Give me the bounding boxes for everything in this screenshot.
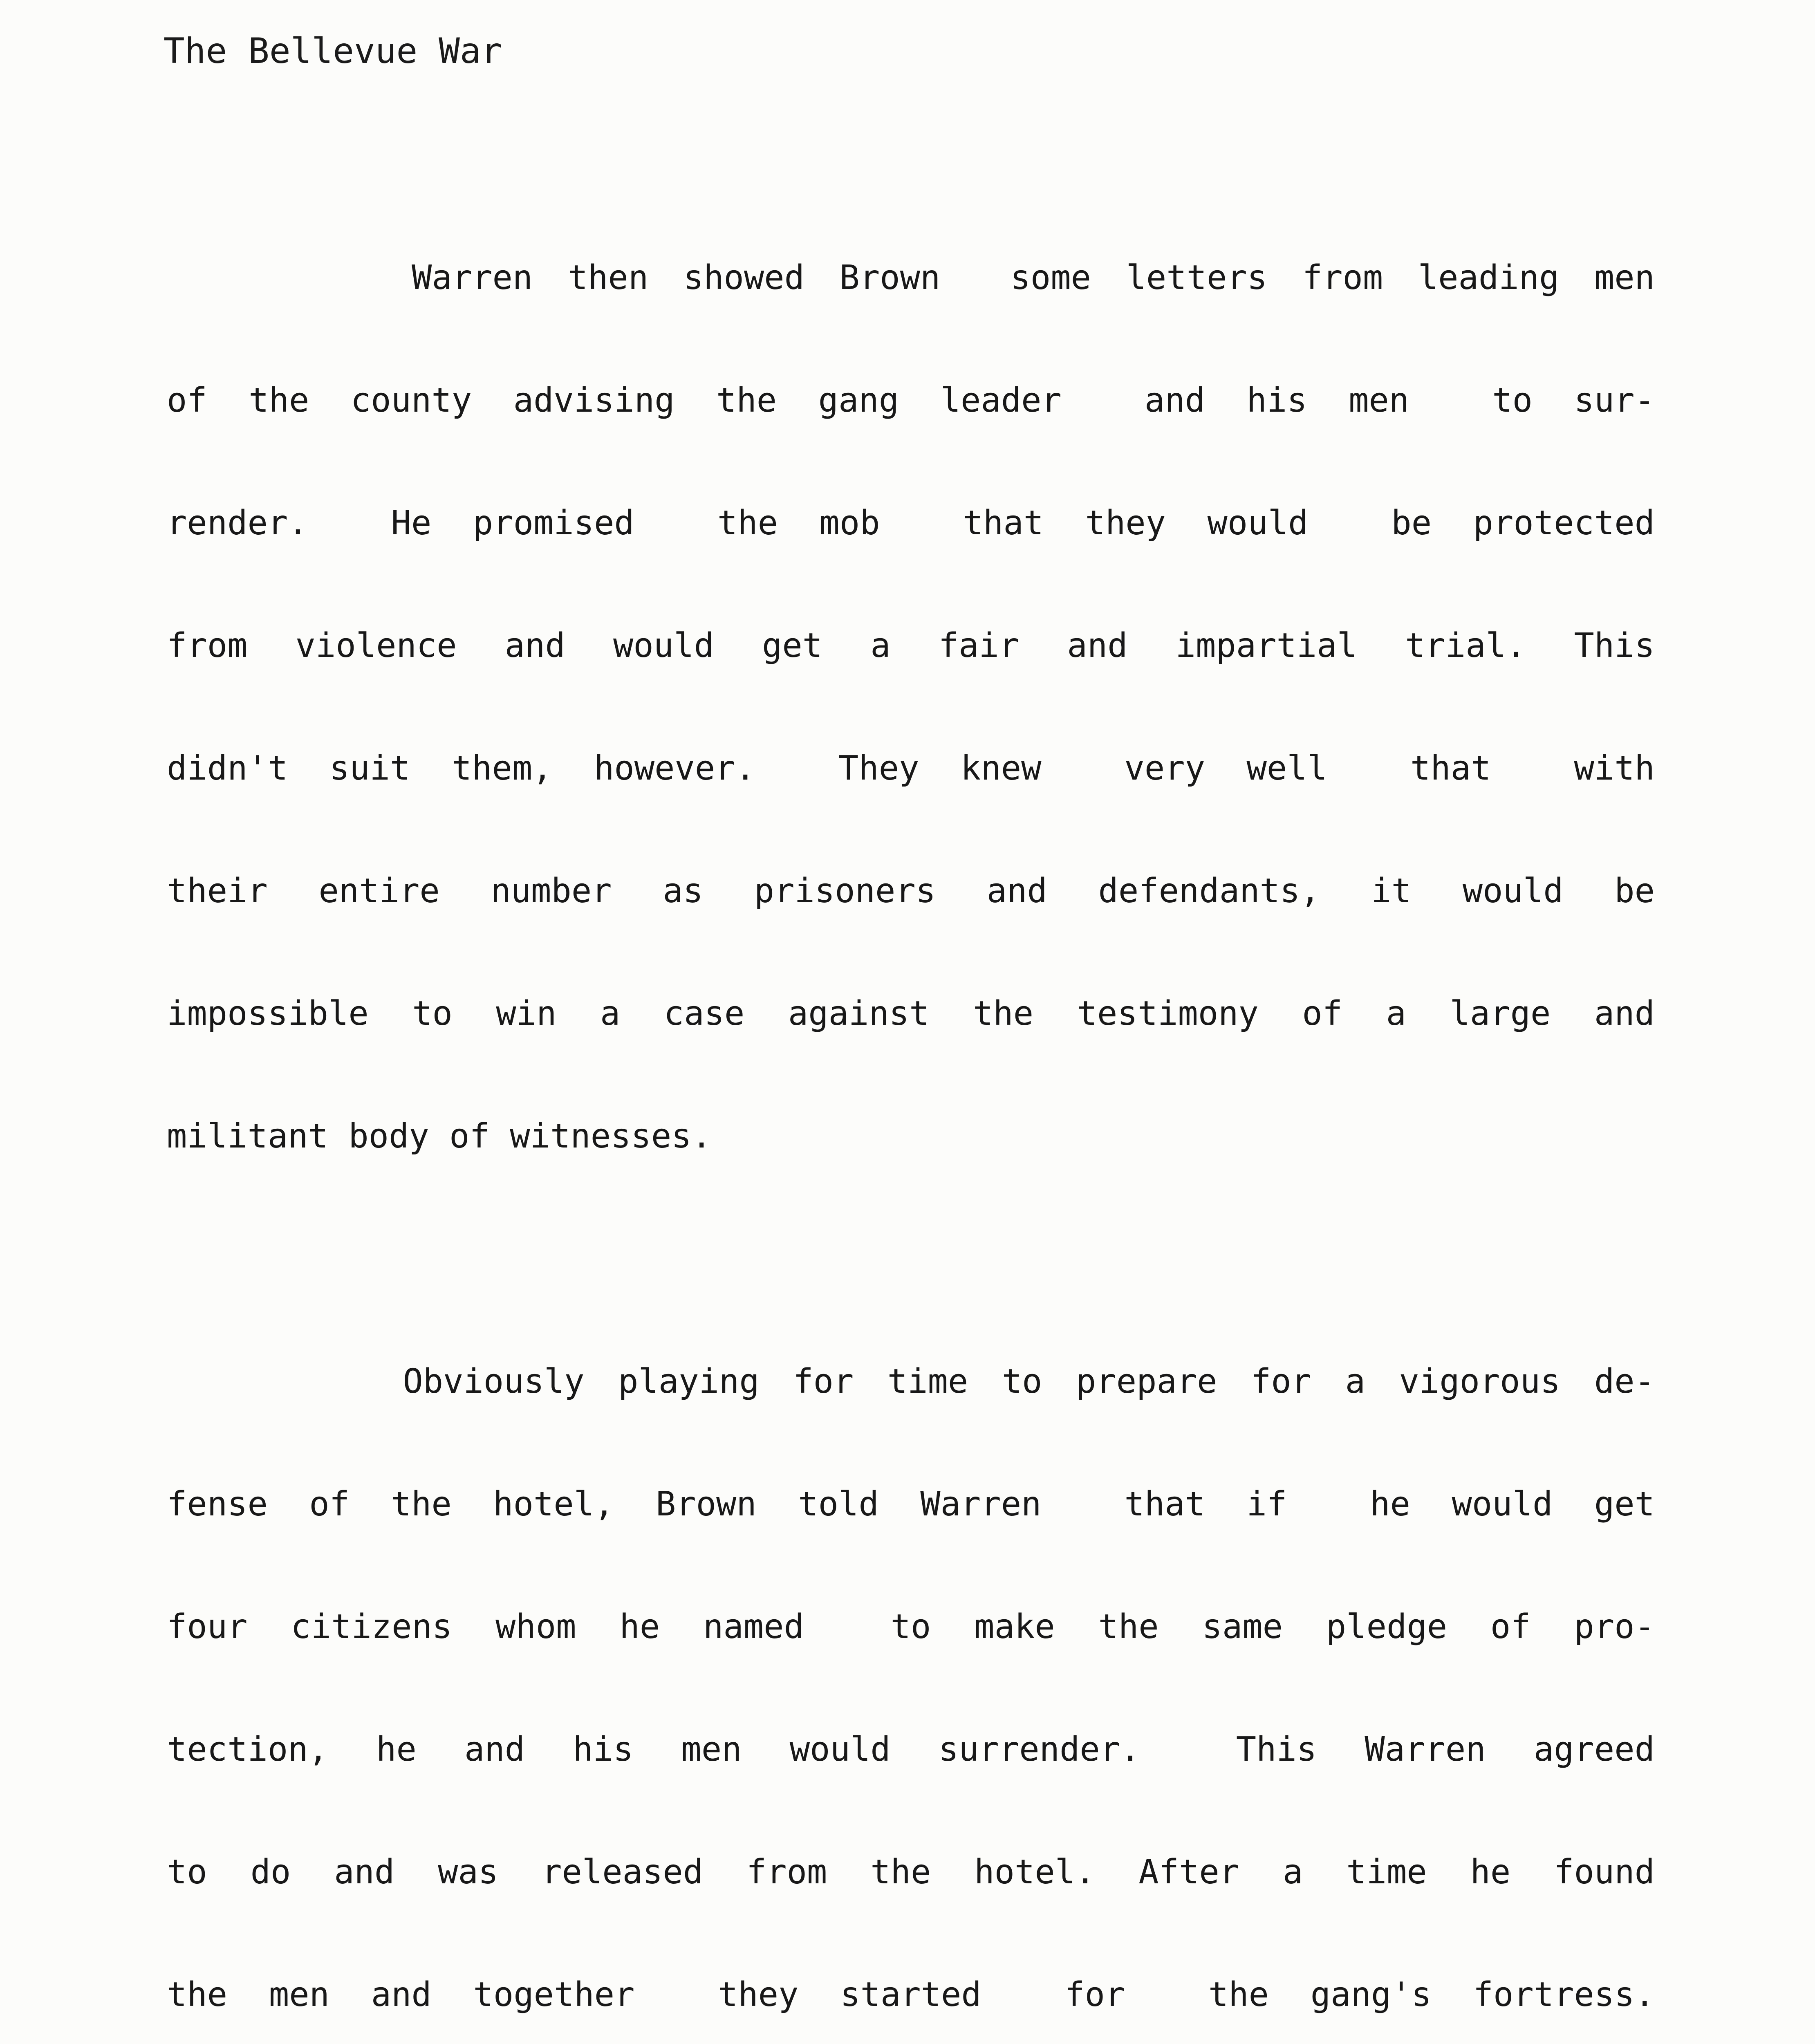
paragraph-line: militant body of witnesses. bbox=[167, 1117, 712, 1156]
paragraph-line: the men and together they started for the gang's fortress. bbox=[167, 1975, 1655, 2014]
page-header: The Bellevue War bbox=[164, 31, 502, 72]
paragraph-line: four citizens whom he named to make the same pledge of pro- bbox=[167, 1607, 1655, 1646]
page-body bbox=[167, 176, 1655, 2044]
paragraph-line: of the county advising the gang leader and his men to sur- bbox=[167, 381, 1655, 420]
paragraph-2 bbox=[167, 1280, 1655, 2044]
paragraph-line: Obviously playing for time to prepare for a vigorous de- bbox=[167, 1362, 1655, 1401]
paragraph-line: impossible to win a case against the testimony of a large and bbox=[167, 994, 1655, 1033]
paragraph-line: fense of the hotel, Brown told Warren that if he would get bbox=[167, 1485, 1655, 1524]
paragraph-line: tection, he and his men would surrender. This Warren agreed bbox=[167, 1730, 1655, 1769]
paragraph-line: render. He promised the mob that they would be protected bbox=[167, 504, 1655, 542]
paragraph-line: to do and was released from the hotel. After a time he found bbox=[167, 1853, 1655, 1892]
paragraph-line: didn't suit them, however. They knew very well that with bbox=[167, 749, 1655, 788]
paragraph-line: from violence and would get a fair and impartial trial. This bbox=[167, 626, 1655, 665]
paragraph-1 bbox=[167, 176, 1655, 1239]
paragraph-line: Warren then showed Brown some letters from leading men bbox=[167, 258, 1655, 297]
paragraph-line: their entire number as prisoners and defendants, it would be bbox=[167, 872, 1655, 910]
